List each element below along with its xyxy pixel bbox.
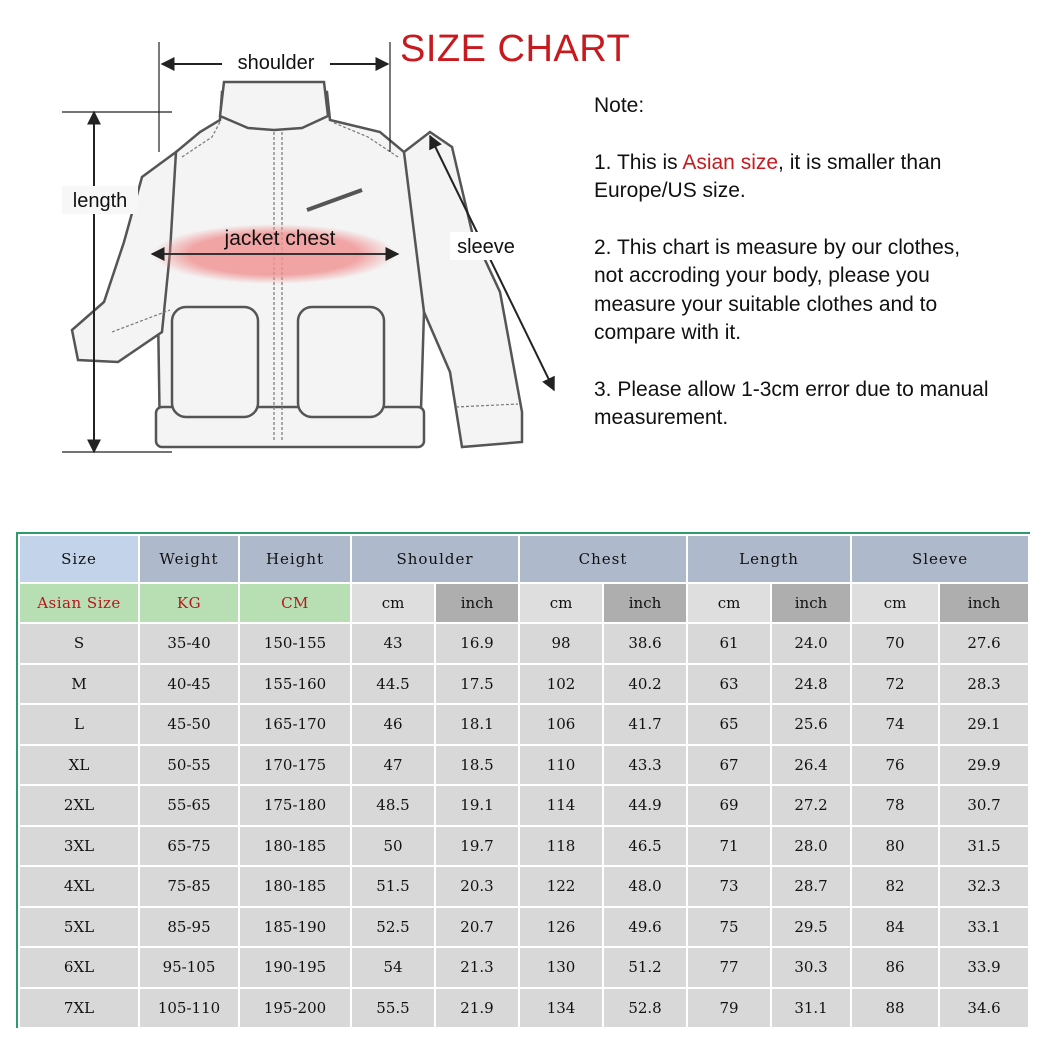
table-cell: 33.1 xyxy=(939,907,1029,948)
header-shoulder: Shoulder xyxy=(351,535,519,583)
table-cell: 150-155 xyxy=(239,623,351,664)
sleeve-label: sleeve xyxy=(457,236,515,258)
table-cell: 20.7 xyxy=(435,907,519,948)
table-cell: 165-170 xyxy=(239,704,351,745)
table-cell: 105-110 xyxy=(139,988,239,1029)
unit-length-cm: cm xyxy=(687,583,771,623)
jacket-chest-label: jacket chest xyxy=(224,227,336,250)
table-cell: 65 xyxy=(687,704,771,745)
table-cell: 130 xyxy=(519,947,603,988)
subheader-cm: CM xyxy=(239,583,351,623)
table-cell: 27.2 xyxy=(771,785,851,826)
note-2: 2. This chart is measure by our clothes, not accroding your body, please you measure your suitable clothes and to compare with it. xyxy=(594,235,961,344)
table-cell: 49.6 xyxy=(603,907,687,948)
table-row xyxy=(19,664,1029,705)
table-cell: 17.5 xyxy=(435,664,519,705)
table-cell: 26.4 xyxy=(771,745,851,786)
table-cell: 102 xyxy=(519,664,603,705)
table-cell: 72 xyxy=(851,664,939,705)
header-length: Length xyxy=(687,535,851,583)
unit-shoulder-cm: cm xyxy=(351,583,435,623)
table-cell: 24.0 xyxy=(771,623,851,664)
table-cell: 28.0 xyxy=(771,826,851,867)
table-cell: 88 xyxy=(851,988,939,1029)
size-table-frame xyxy=(16,532,1030,1028)
table-cell: 40-45 xyxy=(139,664,239,705)
table-cell: 32.3 xyxy=(939,866,1029,907)
table-row xyxy=(19,866,1029,907)
table-cell: 43.3 xyxy=(603,745,687,786)
table-cell: 155-160 xyxy=(239,664,351,705)
header-height: Height xyxy=(239,535,351,583)
note-1 xyxy=(594,149,994,206)
table-row xyxy=(19,907,1029,948)
table-cell: 134 xyxy=(519,988,603,1029)
table-cell: 46.5 xyxy=(603,826,687,867)
table-cell: 185-190 xyxy=(239,907,351,948)
table-cell: 85-95 xyxy=(139,907,239,948)
table-cell: 21.3 xyxy=(435,947,519,988)
subheader-asian-size: Asian Size xyxy=(19,583,139,623)
table-cell: 55-65 xyxy=(139,785,239,826)
table-cell: 73 xyxy=(687,866,771,907)
table-cell: 31.1 xyxy=(771,988,851,1029)
table-cell: 47 xyxy=(351,745,435,786)
table-cell: 98 xyxy=(519,623,603,664)
table-cell: 28.7 xyxy=(771,866,851,907)
table-row xyxy=(19,988,1029,1029)
table-row xyxy=(19,947,1029,988)
table-cell: 80 xyxy=(851,826,939,867)
table-cell: L xyxy=(19,704,139,745)
table-cell: 70 xyxy=(851,623,939,664)
table-cell: 180-185 xyxy=(239,866,351,907)
shoulder-label: shoulder xyxy=(237,52,315,74)
table-row xyxy=(19,623,1029,664)
table-cell: 34.6 xyxy=(939,988,1029,1029)
size-table xyxy=(18,534,1030,1029)
table-cell: 180-185 xyxy=(239,826,351,867)
table-cell: 28.3 xyxy=(939,664,1029,705)
table-cell: 50-55 xyxy=(139,745,239,786)
table-cell: 118 xyxy=(519,826,603,867)
note-3: 3. Please allow 1-3cm error due to manual measurement. xyxy=(594,377,989,429)
table-cell: 175-180 xyxy=(239,785,351,826)
table-cell: 71 xyxy=(687,826,771,867)
table-cell: 19.7 xyxy=(435,826,519,867)
table-cell: 40.2 xyxy=(603,664,687,705)
header-weight: Weight xyxy=(139,535,239,583)
table-cell: 35-40 xyxy=(139,623,239,664)
table-cell: 6XL xyxy=(19,947,139,988)
table-cell: 25.6 xyxy=(771,704,851,745)
table-cell: 122 xyxy=(519,866,603,907)
table-cell: 38.6 xyxy=(603,623,687,664)
note-1-suffix: , it is smaller than Europe/US size. xyxy=(594,150,942,202)
table-cell: 30.7 xyxy=(939,785,1029,826)
table-cell: M xyxy=(19,664,139,705)
table-cell: 18.1 xyxy=(435,704,519,745)
table-cell: 95-105 xyxy=(139,947,239,988)
table-cell: 19.1 xyxy=(435,785,519,826)
table-cell: S xyxy=(19,623,139,664)
table-cell: 27.6 xyxy=(939,623,1029,664)
table-cell: 29.5 xyxy=(771,907,851,948)
table-cell: 20.3 xyxy=(435,866,519,907)
subheader-kg: KG xyxy=(139,583,239,623)
table-cell: 63 xyxy=(687,664,771,705)
table-cell: 67 xyxy=(687,745,771,786)
table-cell: 76 xyxy=(851,745,939,786)
note-1-prefix: 1. This is xyxy=(594,150,683,174)
table-cell: 4XL xyxy=(19,866,139,907)
table-cell: 75 xyxy=(687,907,771,948)
table-cell: 48.0 xyxy=(603,866,687,907)
table-cell: 65-75 xyxy=(139,826,239,867)
table-cell: 24.8 xyxy=(771,664,851,705)
table-row xyxy=(19,826,1029,867)
table-row xyxy=(19,704,1029,745)
table-cell: 21.9 xyxy=(435,988,519,1029)
table-cell: 46 xyxy=(351,704,435,745)
table-cell: 51.5 xyxy=(351,866,435,907)
size-rows xyxy=(19,623,1029,1028)
header-size: Size xyxy=(19,535,139,583)
table-row xyxy=(19,745,1029,786)
table-cell: 69 xyxy=(687,785,771,826)
unit-chest-inch: inch xyxy=(603,583,687,623)
table-cell: 7XL xyxy=(19,988,139,1029)
unit-chest-cm: cm xyxy=(519,583,603,623)
table-cell: 33.9 xyxy=(939,947,1029,988)
table-cell: 52.8 xyxy=(603,988,687,1029)
header-sleeve: Sleeve xyxy=(851,535,1029,583)
table-cell: 51.2 xyxy=(603,947,687,988)
table-cell: 18.5 xyxy=(435,745,519,786)
table-cell: 29.1 xyxy=(939,704,1029,745)
table-cell: 45-50 xyxy=(139,704,239,745)
table-cell: 190-195 xyxy=(239,947,351,988)
table-cell: 52.5 xyxy=(351,907,435,948)
header-row xyxy=(19,535,1029,583)
subheader-row xyxy=(19,583,1029,623)
table-cell: 48.5 xyxy=(351,785,435,826)
table-cell: 79 xyxy=(687,988,771,1029)
table-cell: 16.9 xyxy=(435,623,519,664)
table-cell: 43 xyxy=(351,623,435,664)
table-cell: 77 xyxy=(687,947,771,988)
table-cell: 84 xyxy=(851,907,939,948)
table-cell: 31.5 xyxy=(939,826,1029,867)
table-cell: 78 xyxy=(851,785,939,826)
table-cell: 114 xyxy=(519,785,603,826)
table-cell: 29.9 xyxy=(939,745,1029,786)
table-cell: 44.5 xyxy=(351,664,435,705)
length-label: length xyxy=(72,190,128,212)
unit-sleeve-inch: inch xyxy=(939,583,1029,623)
table-cell: 5XL xyxy=(19,907,139,948)
table-cell: 86 xyxy=(851,947,939,988)
table-cell: 195-200 xyxy=(239,988,351,1029)
unit-sleeve-cm: cm xyxy=(851,583,939,623)
table-cell: 41.7 xyxy=(603,704,687,745)
table-cell: 106 xyxy=(519,704,603,745)
table-cell: 75-85 xyxy=(139,866,239,907)
table-cell: XL xyxy=(19,745,139,786)
notes-block xyxy=(594,92,994,461)
size-chart-title: SIZE CHART xyxy=(400,28,631,70)
notes-heading: Note: xyxy=(594,94,645,117)
table-row xyxy=(19,785,1029,826)
table-cell: 61 xyxy=(687,623,771,664)
header-chest: Chest xyxy=(519,535,687,583)
table-cell: 110 xyxy=(519,745,603,786)
note-1-highlight: Asian size xyxy=(682,150,779,174)
table-cell: 50 xyxy=(351,826,435,867)
table-cell: 30.3 xyxy=(771,947,851,988)
table-cell: 55.5 xyxy=(351,988,435,1029)
unit-length-inch: inch xyxy=(771,583,851,623)
jacket-diagram xyxy=(52,12,612,528)
table-cell: 2XL xyxy=(19,785,139,826)
unit-shoulder-inch: inch xyxy=(435,583,519,623)
table-cell: 82 xyxy=(851,866,939,907)
table-cell: 126 xyxy=(519,907,603,948)
table-cell: 44.9 xyxy=(603,785,687,826)
table-cell: 170-175 xyxy=(239,745,351,786)
table-cell: 74 xyxy=(851,704,939,745)
table-cell: 3XL xyxy=(19,826,139,867)
table-cell: 54 xyxy=(351,947,435,988)
